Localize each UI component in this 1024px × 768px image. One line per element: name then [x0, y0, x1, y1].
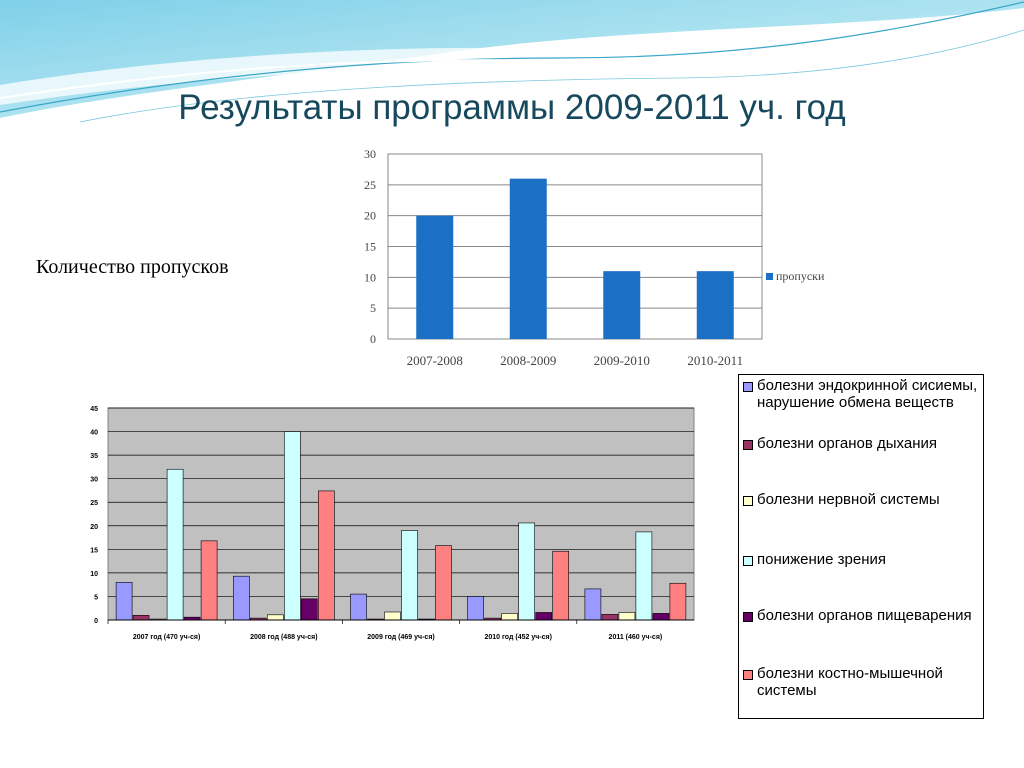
bar	[502, 613, 518, 620]
x-tick-label: 2009 год (469 уч-ся)	[367, 634, 435, 641]
x-tick-label: 2010-2011	[687, 353, 744, 368]
x-tick-label: 2007-2008	[406, 353, 463, 368]
y-tick-label: 5	[94, 594, 98, 602]
bar	[436, 546, 452, 620]
x-tick-label: 2008-2009	[500, 353, 557, 368]
legend-swatch	[766, 273, 773, 280]
y-tick-label: 30	[90, 476, 98, 484]
x-tick-label: 2011 (460 уч-ся)	[608, 634, 663, 641]
legend-swatch	[743, 612, 753, 622]
legend-label: болезни нервной системы	[757, 491, 940, 508]
y-tick-label: 15	[90, 547, 98, 555]
x-tick-label: 2009-2010	[593, 353, 650, 368]
legend-label: понижение зрения	[757, 551, 887, 568]
bar	[351, 594, 367, 620]
diseases-legend	[738, 374, 984, 719]
bar	[636, 532, 652, 620]
y-tick-label: 30	[364, 147, 376, 161]
y-tick-label: 5	[370, 301, 376, 316]
diseases-chart	[75, 400, 715, 646]
bar	[519, 523, 535, 620]
bar	[653, 613, 669, 620]
legend-swatch	[743, 556, 753, 566]
legend-label: пропуски	[776, 269, 825, 283]
x-tick-label: 2010 год (452 уч-ся)	[484, 634, 552, 641]
bar	[468, 596, 484, 620]
bar	[670, 583, 686, 620]
legend-label: болезни органов пищеварения	[757, 607, 972, 624]
bar	[267, 615, 283, 620]
bar	[553, 551, 569, 620]
bar	[416, 216, 453, 339]
bar	[201, 541, 217, 620]
x-tick-label: 2008 год (488 уч-ся)	[250, 634, 318, 641]
bar	[233, 576, 249, 620]
y-tick-label: 10	[364, 270, 376, 285]
bar	[510, 179, 547, 339]
bar	[402, 530, 418, 620]
bar	[318, 491, 334, 620]
chart-subtitle: Количество пропусков	[36, 256, 229, 278]
legend-label: болезни органов дыхания	[757, 435, 937, 452]
y-tick-label: 25	[90, 500, 98, 508]
legend-swatch	[743, 670, 753, 680]
y-tick-label: 20	[364, 208, 376, 223]
legend-swatch	[743, 382, 753, 392]
bar	[116, 582, 132, 620]
bar	[697, 271, 734, 339]
absences-chart	[350, 142, 850, 374]
bar	[167, 469, 183, 620]
y-tick-label: 25	[364, 177, 376, 192]
bar	[602, 614, 618, 620]
bar	[603, 271, 640, 339]
slide-title: Результаты программы 2009-2011 уч. год	[178, 88, 846, 127]
y-tick-label: 20	[90, 523, 98, 531]
legend-label: болезни эндокринной сисиемы, нарушение обмена веществ	[757, 377, 978, 411]
y-tick-label: 40	[90, 429, 98, 437]
y-tick-label: 0	[94, 618, 98, 625]
legend-swatch	[743, 496, 753, 506]
bar	[619, 612, 635, 620]
legend-label: болезни костно-мышечной системы	[757, 665, 943, 699]
bar	[585, 589, 601, 620]
y-tick-label: 45	[90, 406, 98, 413]
x-tick-label: 2007 год (470 уч-ся)	[132, 634, 201, 641]
bar	[301, 599, 317, 620]
plot-area	[108, 408, 694, 620]
legend-swatch	[743, 440, 753, 450]
bar	[536, 612, 552, 620]
bar	[385, 612, 401, 620]
y-tick-label: 35	[90, 453, 98, 461]
y-tick-label: 10	[90, 570, 98, 578]
y-tick-label: 0	[370, 332, 376, 346]
bar	[133, 615, 149, 620]
y-tick-label: 15	[364, 239, 376, 254]
bar	[284, 432, 300, 620]
